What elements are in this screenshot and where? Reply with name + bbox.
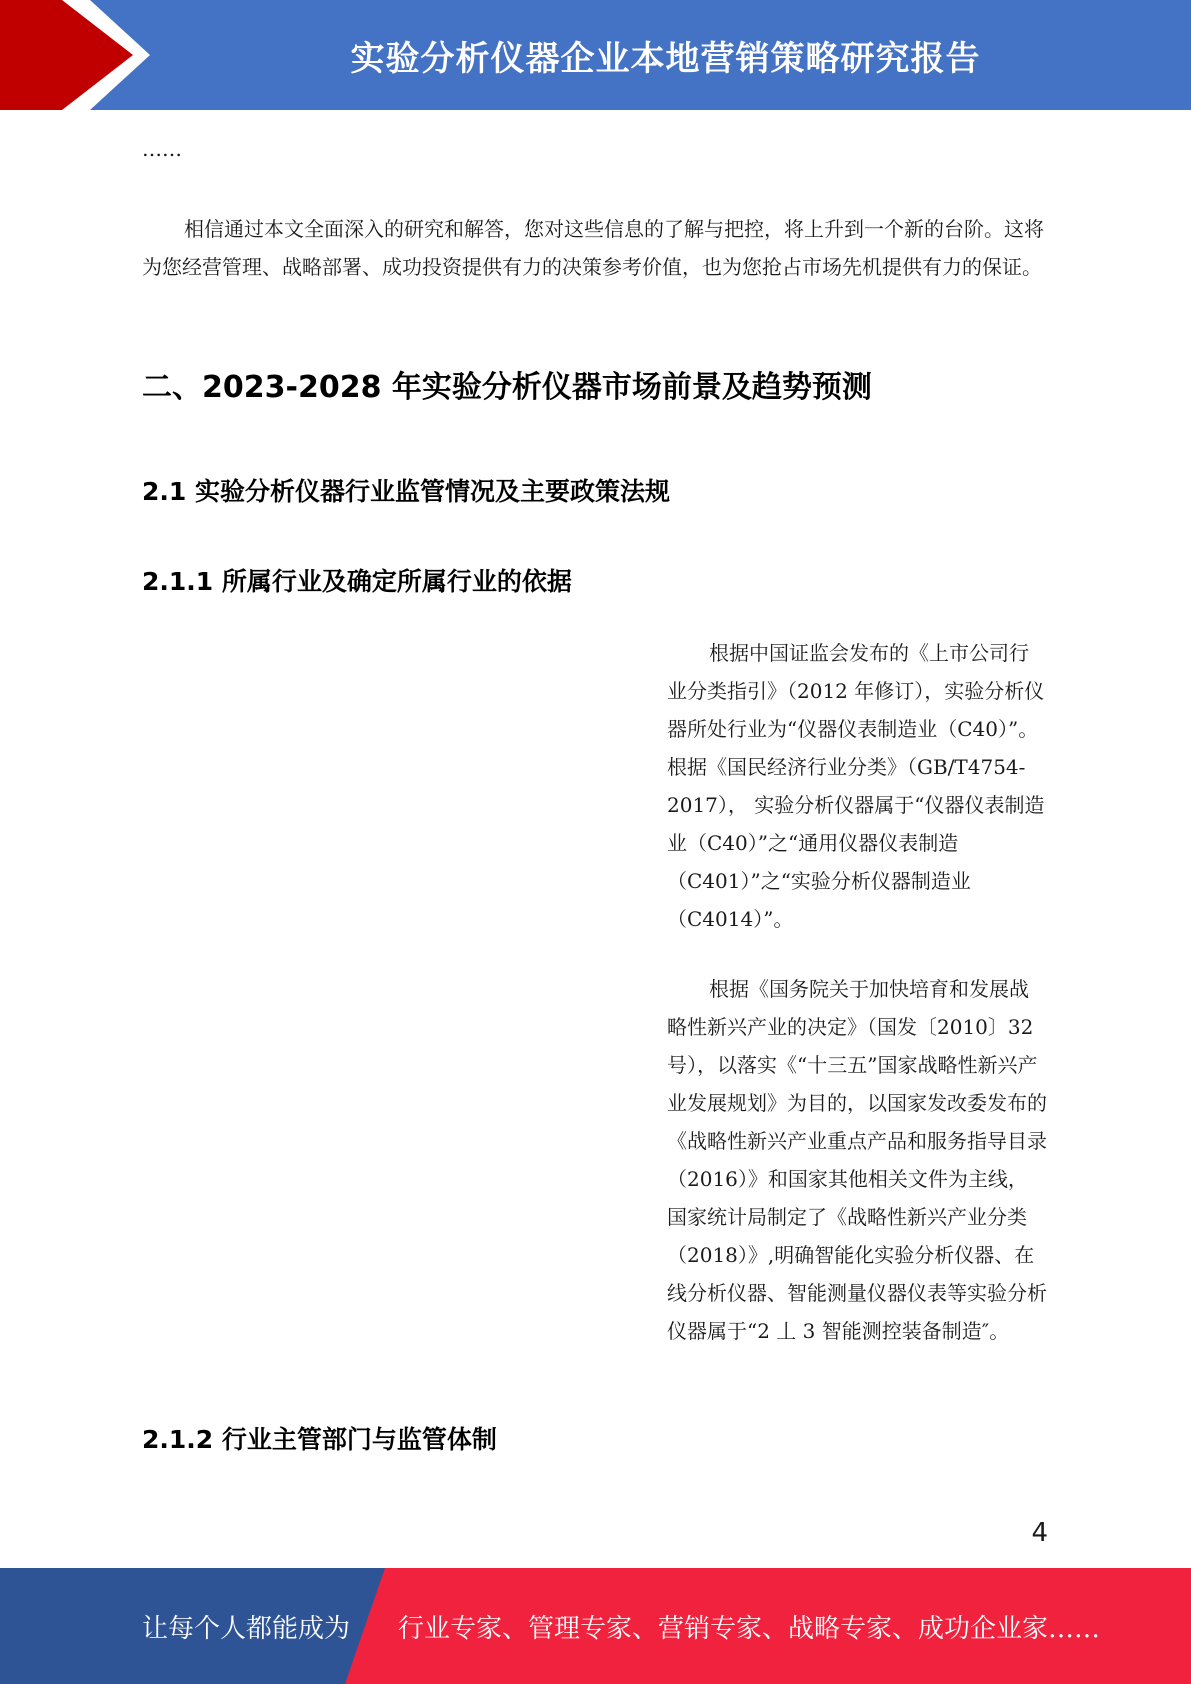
page-header <box>0 0 1191 110</box>
subheading-2-1-1: 2.1.1 所属行业及确定所属行业的依据 <box>142 567 572 596</box>
report-title: 实验分析仪器企业本地营销策略研究报告 <box>350 38 981 79</box>
ellipsis-text: …… <box>142 137 182 161</box>
section-heading: 二、2023-2028 年实验分析仪器市场前景及趋势预测 <box>142 370 872 405</box>
subheading-2-1: 2.1 实验分析仪器行业监管情况及主要政策法规 <box>142 477 670 506</box>
paragraph-strategic-industry: 根据《国务院关于加快培育和发展战略性新兴产业的决定》（国发〔2010〕32号），以落实《“十三五”国家战略性新兴产业发展规划》为目的，以国家发改委发布的《战略性新兴产业重点产品和服务指导目录（2016）》和国家其他相关文件为主线，国家统计局制定了《战略性新兴产业分类（2018）》,明确智能化实验分析仪器、在线分析仪器、智能测量仪器仪表等实验分析仪器属于“2 丄 3 智能测控装备制造″。 <box>667 977 1047 1343</box>
footer-slogan-right: 行业专家、管理专家、营销专家、战略专家、成功企业家…… <box>398 1613 1101 1644</box>
page-footer <box>0 1568 1191 1684</box>
intro-paragraph: 相信通过本文全面深入的研究和解答，您对这些信息的了解与把控，将上升到一个新的台阶。这将为您经营管理、战略部署、成功投资提供有力的决策参考价值，也为您抢占市场先机提供有力的保证。 <box>142 217 1044 279</box>
subheading-2-1-2: 2.1.2 行业主管部门与监管体制 <box>142 1425 497 1454</box>
footer-slogan-left: 让每个人都能成为 <box>142 1613 351 1644</box>
page-number: 4 <box>1031 1518 1048 1548</box>
paragraph-industry-classification: 根据中国证监会发布的《上市公司行业分类指引》（2012 年修订），实验分析仪器所处行业为“仪器仪表制造业（C40）”。根据《国民经济行业分类》（GB/T4754-2017）， 实验分析仪器属于“仪器仪表制造业（C40）”之“通用仪器仪表制造（C401）”之“实验分析仪器制造业（C4014）”。 <box>667 641 1045 931</box>
